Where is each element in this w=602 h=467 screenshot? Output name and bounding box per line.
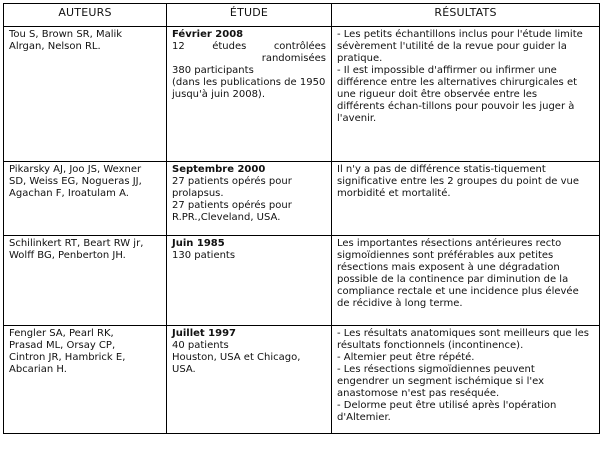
study-line: 12 études contrôlées: [172, 41, 326, 52]
study-cell: [167, 162, 332, 236]
result-line: - Les résections sigmoïdiennes peuvent: [337, 364, 535, 375]
result-line: Les importantes résections antérieures recto: [337, 238, 562, 249]
table-row: [4, 236, 600, 326]
result-line: d'Altemier.: [337, 412, 391, 423]
result-line: une rigueur doit être observée entre les: [337, 89, 538, 100]
study-line: R.PR.,Cleveland, USA.: [172, 212, 281, 223]
header-resultats: RÉSULTATS: [332, 4, 600, 27]
result-line: l'avenir.: [337, 113, 377, 124]
author-line: Alrgan, Nelson RL.: [9, 41, 101, 52]
author-line: Pikarsky AJ, Joo JS, Wexner: [9, 164, 142, 175]
results-cell: [332, 236, 600, 326]
result-line: - Delorme peut être utilisé après l'opération: [337, 400, 557, 411]
result-line: résections mais exposent à une dégradation: [337, 262, 560, 273]
table-row: [4, 27, 600, 162]
study-line: (dans les publications de 1950: [172, 77, 326, 88]
study-line: prolapsus.: [172, 188, 224, 199]
result-line: possible de la continence par diminution de la: [337, 274, 569, 285]
authors-cell: [4, 162, 167, 236]
result-line: différents échan-tillons pour pouvoir les juger à: [337, 101, 575, 112]
author-line: Prasad ML, Orsay CP,: [9, 340, 116, 351]
author-line: SD, Weiss EG, Nogueras JJ,: [9, 176, 142, 187]
result-line: anastomose n'est pas reséquée.: [337, 388, 500, 399]
authors-cell: [4, 27, 167, 162]
result-line: pratique.: [337, 53, 383, 64]
study-date: Septembre 2000: [172, 164, 266, 175]
study-date: Juillet 1997: [172, 328, 236, 339]
result-line: sigmoïdiennes sont préférables aux petites: [337, 250, 554, 261]
result-line: - Les résultats anatomiques sont meilleurs que les: [337, 328, 589, 339]
result-line: résultats fonctionnels (incontinence).: [337, 340, 524, 351]
author-line: Cintron JR, Hambrick E,: [9, 352, 126, 363]
study-line: USA.: [172, 364, 196, 375]
author-line: Abcarian H.: [9, 364, 67, 375]
table-row: [4, 162, 600, 236]
study-line: jusqu'à juin 2008).: [172, 89, 266, 100]
results-cell: [332, 162, 600, 236]
author-line: Tou S, Brown SR, Malik: [9, 29, 123, 40]
authors-cell: [4, 236, 167, 326]
study-date: Juin 1985: [172, 238, 225, 249]
literature-table: [3, 3, 600, 434]
header-etude: ÉTUDE: [167, 4, 332, 27]
author-line: Wolff BG, Penberton JH.: [9, 250, 126, 261]
result-line: différence entre les alternatives chirurgicales et: [337, 77, 578, 88]
result-line: significative entre les 2 groupes du point de vue: [337, 176, 580, 187]
study-cell: [167, 326, 332, 434]
study-line: Houston, USA et Chicago,: [172, 352, 301, 363]
result-line: - Il est impossible d'affirmer ou infirmer une: [337, 65, 557, 76]
author-line: Fengler SA, Pearl RK,: [9, 328, 114, 339]
study-cell: [167, 27, 332, 162]
author-line: Agachan F, Iroatulam A.: [9, 188, 129, 199]
results-cell: [332, 27, 600, 162]
study-cell: [167, 236, 332, 326]
author-line: Schilinkert RT, Beart RW jr,: [9, 238, 144, 249]
study-line: 40 patients: [172, 340, 229, 351]
result-line: sévèrement l'utilité de la revue pour guider la: [337, 41, 567, 52]
result-line: morbidité et mortalité.: [337, 188, 451, 199]
result-line: Il n'y a pas de différence statis-tiquement: [337, 164, 546, 175]
result-line: - Altemier peut être répété.: [337, 352, 475, 363]
result-line: engendrer un segment ischémique si l'ex: [337, 376, 545, 387]
result-line: compliance rectale et une incidence plus élevée: [337, 286, 579, 297]
header-row: [4, 4, 600, 27]
result-line: - Les petits échantillons inclus pour l'étude limite: [337, 29, 583, 40]
study-line: 380 participants: [172, 65, 254, 76]
study-line: 27 patients opérés pour: [172, 200, 292, 211]
header-auteurs: AUTEURS: [4, 4, 167, 27]
table-row: [4, 326, 600, 434]
results-cell: [332, 326, 600, 434]
study-line: randomisées: [261, 53, 326, 64]
result-line: de récidive à long terme.: [337, 298, 463, 309]
authors-cell: [4, 326, 167, 434]
study-line: 27 patients opérés pour: [172, 176, 292, 187]
study-date: Février 2008: [172, 29, 244, 40]
study-line: 130 patients: [172, 250, 236, 261]
